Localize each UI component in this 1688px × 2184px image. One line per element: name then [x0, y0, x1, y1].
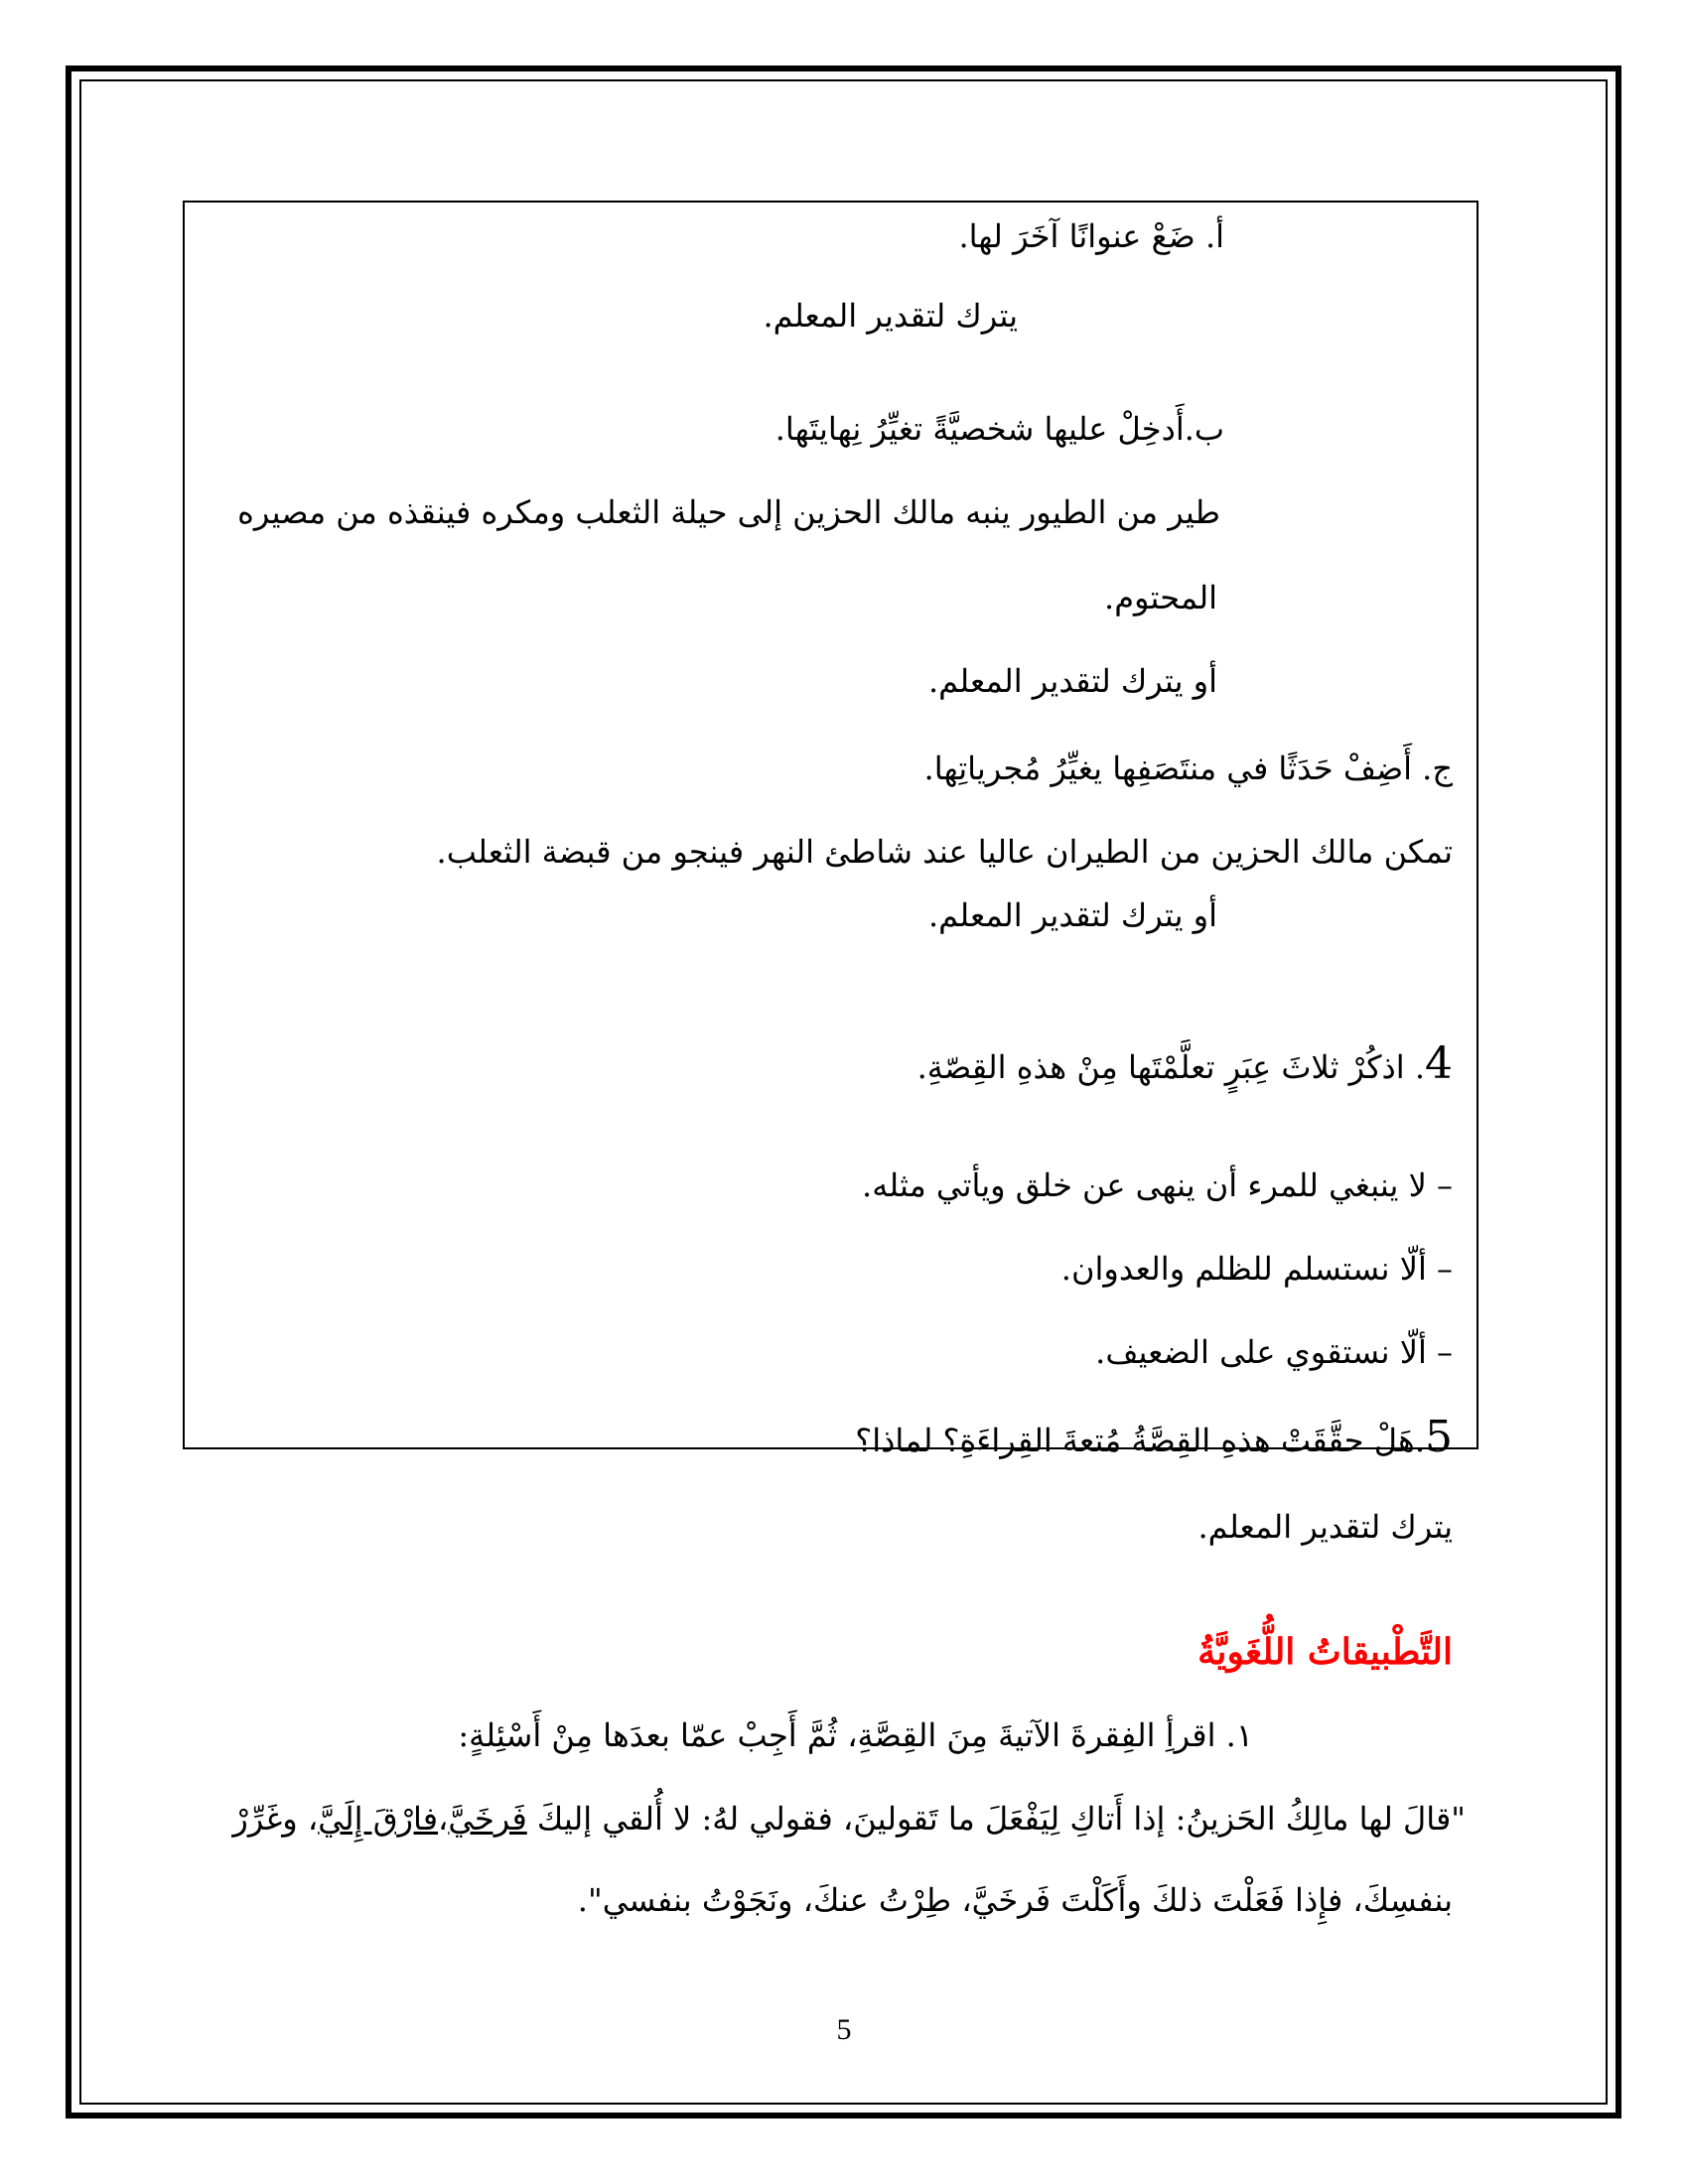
- lesson-2: – ألّا نستسلم للظلم والعدوان.: [1060, 1250, 1453, 1288]
- answer-b-line3: أو يترك لتقدير المعلم.: [927, 662, 1217, 700]
- exercise-1-instruction: ١. اقرأِ الفِقرةَ الآتيةَ مِنَ القِصَّةِ، ثُمَّ أَجِبْ عمّا بعدَها مِنْ أَسْئِلةٍ:: [458, 1716, 1253, 1754]
- answer-b-line2: المحتوم.: [1104, 579, 1217, 616]
- question-4-text: . اذكُرْ ثلاثَ عِبَرٍ تعلَّمْتَها مِنْ هذهِ القِصّةِ.: [916, 1048, 1425, 1086]
- quote-text-c: ، وغَرِّرْ: [232, 1800, 319, 1838]
- question-4-number: 4: [1425, 1038, 1453, 1089]
- question-5: [855, 1412, 1453, 1462]
- underlined-word-1: فَرخَيَّ: [448, 1800, 527, 1838]
- quote-text-a: "قالَ لها مالِكُ الحَزينُ: إذا أَتاكِ لِيَفْعَلَ ما تَقولينَ، فقولي لهُ: لا أُلقي إليكَ: [526, 1800, 1466, 1838]
- question-a: أ. ضَعْ عنوانًا آخَرَ لها.: [958, 217, 1224, 255]
- section-heading: التَّطْبيقاتُ اللُّغَويَّةُ: [1197, 1631, 1453, 1673]
- answer-5: يترك لتقدير المعلم.: [1197, 1508, 1453, 1546]
- lesson-3: – ألّا نستقوي على الضعيف.: [1095, 1333, 1453, 1371]
- answer-b-line1: طير من الطيور ينبه مالك الحزين إلى حيلة الثعلب ومكره فينقذه من مصيره: [237, 493, 1220, 531]
- question-4: [916, 1038, 1453, 1089]
- underlined-word-2: فارْقَ إِلَيَّ: [318, 1800, 439, 1838]
- page-number: 5: [836, 2013, 852, 2046]
- quoted-passage-line1: [232, 1797, 1466, 1841]
- question-5-number: 5: [1425, 1412, 1453, 1462]
- quote-text-b: ،: [438, 1800, 449, 1838]
- quoted-passage-line2: بنفسِكَ، فإِذا فَعَلْتَ ذلكَ وأَكَلْتَ فَرخَيَّ، طِرْتُ عنكَ، ونَجَوْتُ بنفسي".: [577, 1881, 1453, 1919]
- question-5-text: .هَلْ حقَّقَتْ هذهِ القِصَّةُ مُتعةَ القِراءَةِ؟ لماذا؟: [855, 1422, 1425, 1459]
- question-b: ب.أَدخِلْ عليها شخصيَّةً تغيِّرُ نِهايتَها.: [774, 410, 1224, 448]
- question-c: ج. أَضِفْ حَدَثًا في منتَصَفِها يغيِّرُ مُجرياتِها.: [923, 750, 1453, 787]
- lesson-1: – لا ينبغي للمرء أن ينهى عن خلق ويأتي مثله.: [862, 1166, 1453, 1204]
- answer-a: يترك لتقدير المعلم.: [763, 297, 1018, 335]
- answer-c-line1: تمكن مالك الحزين من الطيران عاليا عند شاطئ النهر فينجو من قبضة الثعلب.: [436, 833, 1453, 871]
- answer-c-line2: أو يترك لتقدير المعلم.: [927, 896, 1217, 934]
